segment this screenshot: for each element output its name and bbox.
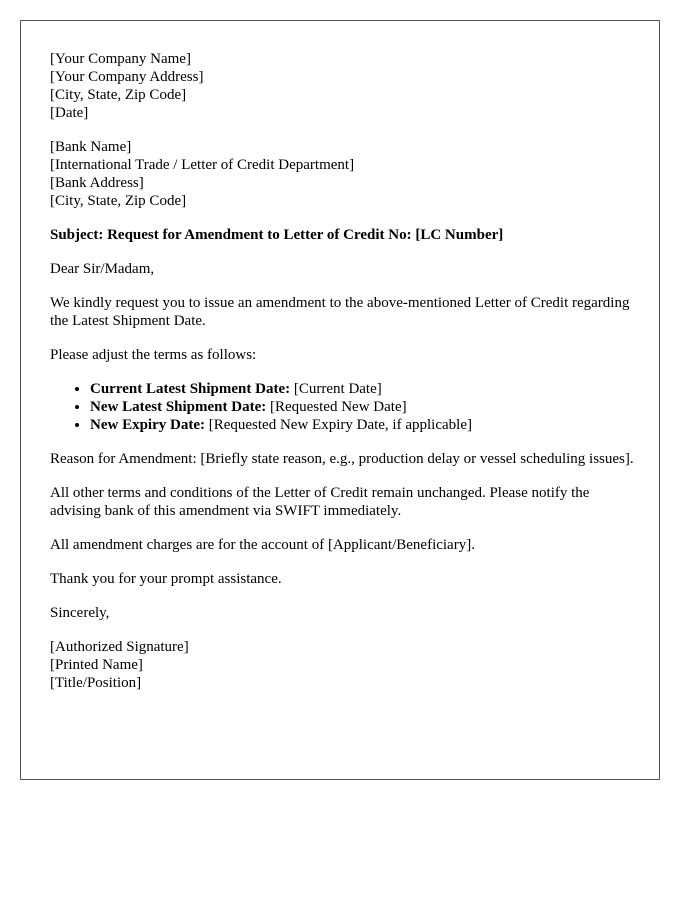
other-terms-paragraph: All other terms and conditions of the Letter of Credit remain unchanged. Please notify the advising bank of this amendment via SWIFT immediately.	[50, 485, 590, 519]
term-item	[90, 380, 640, 398]
adjust-intro-paragraph: Please adjust the terms as follows:	[50, 347, 257, 363]
salutation: Dear Sir/Madam,	[50, 261, 155, 277]
terms-list	[50, 380, 640, 434]
term-value: [Current Date]	[290, 381, 382, 397]
charges-paragraph: All amendment charges are for the account of [Applicant/Beneficiary].	[50, 537, 475, 553]
signature-block	[50, 638, 640, 692]
term-value: [Requested New Date]	[266, 399, 407, 415]
term-item	[90, 398, 640, 416]
recipient-city-state-zip: [City, State, Zip Code]	[50, 193, 187, 209]
recipient-block	[50, 138, 640, 210]
intro-paragraph: We kindly request you to issue an amendment to the above-mentioned Letter of Credit regarding the Latest Shipment Date.	[50, 295, 630, 329]
authorized-signature: [Authorized Signature]	[50, 639, 189, 655]
sender-company-address: [Your Company Address]	[50, 69, 204, 85]
reason-paragraph: Reason for Amendment: [Briefly state reason, e.g., production delay or vessel scheduling issues].	[50, 451, 634, 467]
term-value: [Requested New Expiry Date, if applicable]	[204, 417, 472, 433]
closing: Sincerely,	[50, 605, 110, 621]
sender-city-state-zip: [City, State, Zip Code]	[50, 87, 187, 103]
printed-name: [Printed Name]	[50, 657, 143, 673]
letter-content	[50, 50, 640, 708]
term-label: New Latest Shipment Date:	[90, 399, 267, 415]
letter-date: [Date]	[50, 105, 89, 121]
recipient-bank-name: [Bank Name]	[50, 139, 132, 155]
subject-line: Subject: Request for Amendment to Letter of Credit No: [LC Number]	[50, 227, 504, 243]
term-label: Current Latest Shipment Date:	[90, 381, 291, 397]
recipient-department: [International Trade / Letter of Credit Department]	[50, 157, 355, 173]
sender-company-name: [Your Company Name]	[50, 51, 191, 67]
term-item	[90, 416, 640, 434]
recipient-bank-address: [Bank Address]	[50, 175, 144, 191]
term-label: New Expiry Date:	[90, 417, 205, 433]
sender-block	[50, 50, 640, 122]
title-position: [Title/Position]	[50, 675, 142, 691]
letter-page	[20, 20, 660, 780]
thanks-paragraph: Thank you for your prompt assistance.	[50, 571, 282, 587]
